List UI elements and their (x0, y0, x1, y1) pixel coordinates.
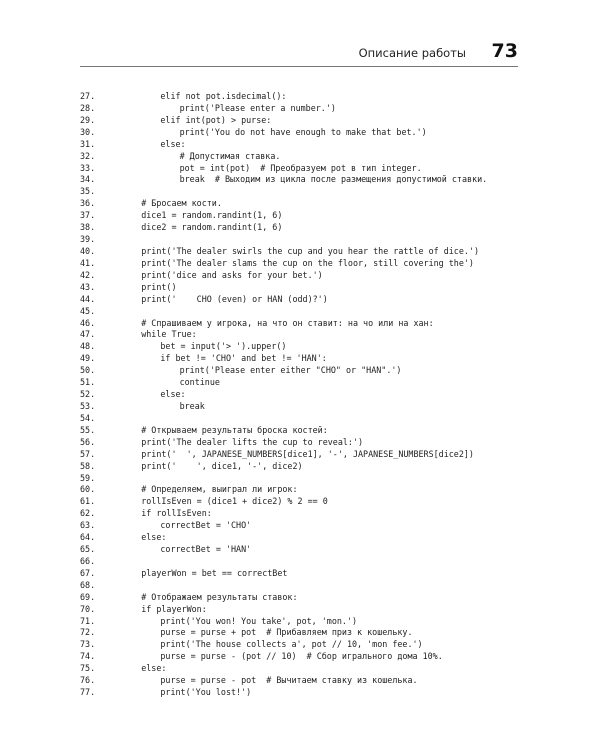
code-text: if playerWon: (141, 603, 207, 614)
page-number: 73 (491, 40, 518, 62)
code-line (80, 91, 520, 103)
line-number: 75. (80, 663, 96, 674)
code-line (80, 329, 520, 341)
line-number: 38. (80, 222, 96, 233)
code-text: # Открываем результаты броска костей: (141, 424, 328, 435)
code-text: purse = purse - pot # Вычитаем ставку из кошелька. (160, 675, 418, 686)
code-text: # Спрашиваем у игрока, на что он ставит: на чо или на хан: (141, 317, 434, 328)
line-number: 28. (80, 102, 96, 113)
code-text: else: (141, 663, 167, 674)
line-number: 39. (80, 234, 96, 245)
code-text: print('You lost!') (160, 687, 252, 698)
line-number: 60. (80, 484, 96, 495)
code-line (80, 318, 520, 330)
line-number: 42. (80, 269, 96, 280)
code-line (80, 627, 520, 639)
line-number: 63. (80, 520, 96, 531)
code-line (80, 461, 520, 473)
line-number: 56. (80, 436, 96, 447)
code-line (80, 675, 520, 687)
line-number: 53. (80, 400, 96, 411)
line-number: 49. (80, 353, 96, 364)
code-line (80, 282, 520, 294)
code-line (80, 139, 520, 151)
line-number: 59. (80, 472, 96, 483)
code-text: print(' ', dice1, '-', dice2) (141, 460, 303, 471)
code-text: break (179, 400, 205, 411)
line-number: 62. (80, 508, 96, 519)
line-number: 41. (80, 257, 96, 268)
code-text: print('You won! You take', pot, 'mon.') (160, 615, 358, 626)
line-number: 52. (80, 389, 96, 400)
code-text: dice2 = random.randint(1, 6) (141, 222, 283, 233)
line-number: 32. (80, 150, 96, 161)
line-number: 48. (80, 341, 96, 352)
code-line (80, 592, 520, 604)
code-line (80, 556, 520, 568)
code-line (80, 115, 520, 127)
line-number: 46. (80, 317, 96, 328)
code-text: else: (160, 389, 186, 400)
section-title: Описание работы (358, 46, 466, 60)
code-line (80, 389, 520, 401)
code-text: print('The house collects a', pot // 10, 'mon fee.') (160, 639, 423, 650)
line-number: 27. (80, 91, 96, 101)
line-number: 43. (80, 281, 96, 292)
code-line (80, 484, 520, 496)
line-number: 31. (80, 138, 96, 149)
code-line (80, 473, 520, 485)
line-number: 44. (80, 293, 96, 304)
code-text: print('The dealer lifts the cup to reveal:') (141, 436, 364, 447)
code-text: pot = int(pot) # Преобразуем pot в тип integer. (179, 162, 422, 173)
line-number: 57. (80, 448, 96, 459)
code-text: print('The dealer swirls the cup and you hear the rattle of dice.') (141, 245, 480, 256)
line-number: 66. (80, 555, 96, 566)
line-number: 64. (80, 532, 96, 543)
code-text: print('You do not have enough to make that bet.') (179, 126, 427, 137)
line-number: 45. (80, 305, 96, 316)
line-number: 40. (80, 245, 96, 256)
code-text: print(' ', JAPANESE_NUMBERS[dice1], '-', JAPANESE_NUMBERS[dice2]) (141, 448, 474, 459)
code-line (80, 186, 520, 198)
code-line (80, 294, 520, 306)
code-line (80, 103, 520, 115)
code-text: purse = purse + pot # Прибавляем приз к кошельку. (160, 627, 413, 638)
code-text: rollIsEven = (dice1 + dice2) % 2 == 0 (141, 496, 328, 507)
code-line (80, 270, 520, 282)
code-line (80, 508, 520, 520)
code-text: print('Please enter either "CHO" or "HAN".') (179, 365, 402, 376)
code-line (80, 532, 520, 544)
code-text: # Отображаем результаты ставок: (141, 591, 298, 602)
code-text: # Бросаем кости. (141, 198, 222, 209)
line-number: 70. (80, 603, 96, 614)
line-number: 55. (80, 424, 96, 435)
code-text: if bet != 'CHO' and bet != 'HAN': (160, 353, 327, 364)
code-text: else: (141, 532, 167, 543)
code-text: break # Выходим из цикла после размещения допустимой ставки. (179, 174, 488, 185)
code-text: # Допустимая ставка. (179, 150, 281, 161)
code-line (80, 174, 520, 186)
page-header (80, 40, 518, 67)
code-text: while True: (141, 329, 197, 340)
line-number: 36. (80, 198, 96, 209)
code-text: # Определяем, выиграл ли игрок: (141, 484, 298, 495)
code-line (80, 449, 520, 461)
code-text: elif not pot.isdecimal(): (160, 91, 287, 101)
line-number: 65. (80, 544, 96, 555)
code-line (80, 198, 520, 210)
code-text: correctBet = 'HAN' (160, 544, 252, 555)
code-text: bet = input('> ').upper() (160, 341, 287, 352)
code-text: dice1 = random.randint(1, 6) (141, 210, 283, 221)
code-line (80, 127, 520, 139)
code-text: else: (160, 138, 186, 149)
line-number: 50. (80, 365, 96, 376)
code-line (80, 401, 520, 413)
code-line (80, 437, 520, 449)
line-number: 71. (80, 615, 96, 626)
code-line (80, 568, 520, 580)
code-text: print() (141, 281, 177, 292)
code-line (80, 580, 520, 592)
code-line (80, 210, 520, 222)
line-number: 37. (80, 210, 96, 221)
code-text: print('dice and asks for your bet.') (141, 269, 323, 280)
line-number: 72. (80, 627, 96, 638)
line-number: 29. (80, 114, 96, 125)
code-text: print(' CHO (even) or HAN (odd)?') (141, 293, 328, 304)
line-number: 35. (80, 186, 96, 197)
code-line (80, 353, 520, 365)
line-number: 73. (80, 639, 96, 650)
code-line (80, 246, 520, 258)
code-line (80, 151, 520, 163)
line-number: 33. (80, 162, 96, 173)
code-line (80, 306, 520, 318)
code-text: purse = purse - (pot // 10) # Сбор игрального дома 10%. (160, 651, 443, 662)
code-line (80, 616, 520, 628)
line-number: 51. (80, 377, 96, 388)
line-number: 69. (80, 591, 96, 602)
line-number: 74. (80, 651, 96, 662)
line-number: 67. (80, 567, 96, 578)
code-line (80, 377, 520, 389)
code-text: if rollIsEven: (141, 508, 212, 519)
code-text: continue (179, 377, 220, 388)
code-line (80, 663, 520, 675)
code-text: correctBet = 'CHO' (160, 520, 252, 531)
code-text: print('The dealer slams the cup on the floor, still covering the') (141, 257, 474, 268)
code-text: print('Please enter a number.') (179, 102, 336, 113)
line-number: 54. (80, 412, 96, 423)
line-number: 77. (80, 687, 96, 698)
code-line (80, 163, 520, 175)
code-line (80, 425, 520, 437)
code-line (80, 687, 520, 699)
line-number: 76. (80, 675, 96, 686)
code-line (80, 365, 520, 377)
code-line (80, 413, 520, 425)
code-line (80, 544, 520, 556)
line-number: 68. (80, 579, 96, 590)
code-line (80, 639, 520, 651)
code-listing (80, 91, 520, 699)
code-line (80, 520, 520, 532)
code-line (80, 234, 520, 246)
line-number: 58. (80, 460, 96, 471)
line-number: 30. (80, 126, 96, 137)
code-line (80, 222, 520, 234)
code-line (80, 604, 520, 616)
line-number: 61. (80, 496, 96, 507)
code-text: elif int(pot) > purse: (160, 114, 272, 125)
code-line (80, 341, 520, 353)
code-line (80, 258, 520, 270)
code-text: playerWon = bet == correctBet (141, 567, 288, 578)
line-number: 47. (80, 329, 96, 340)
code-line (80, 651, 520, 663)
line-number: 34. (80, 174, 96, 185)
code-line (80, 496, 520, 508)
